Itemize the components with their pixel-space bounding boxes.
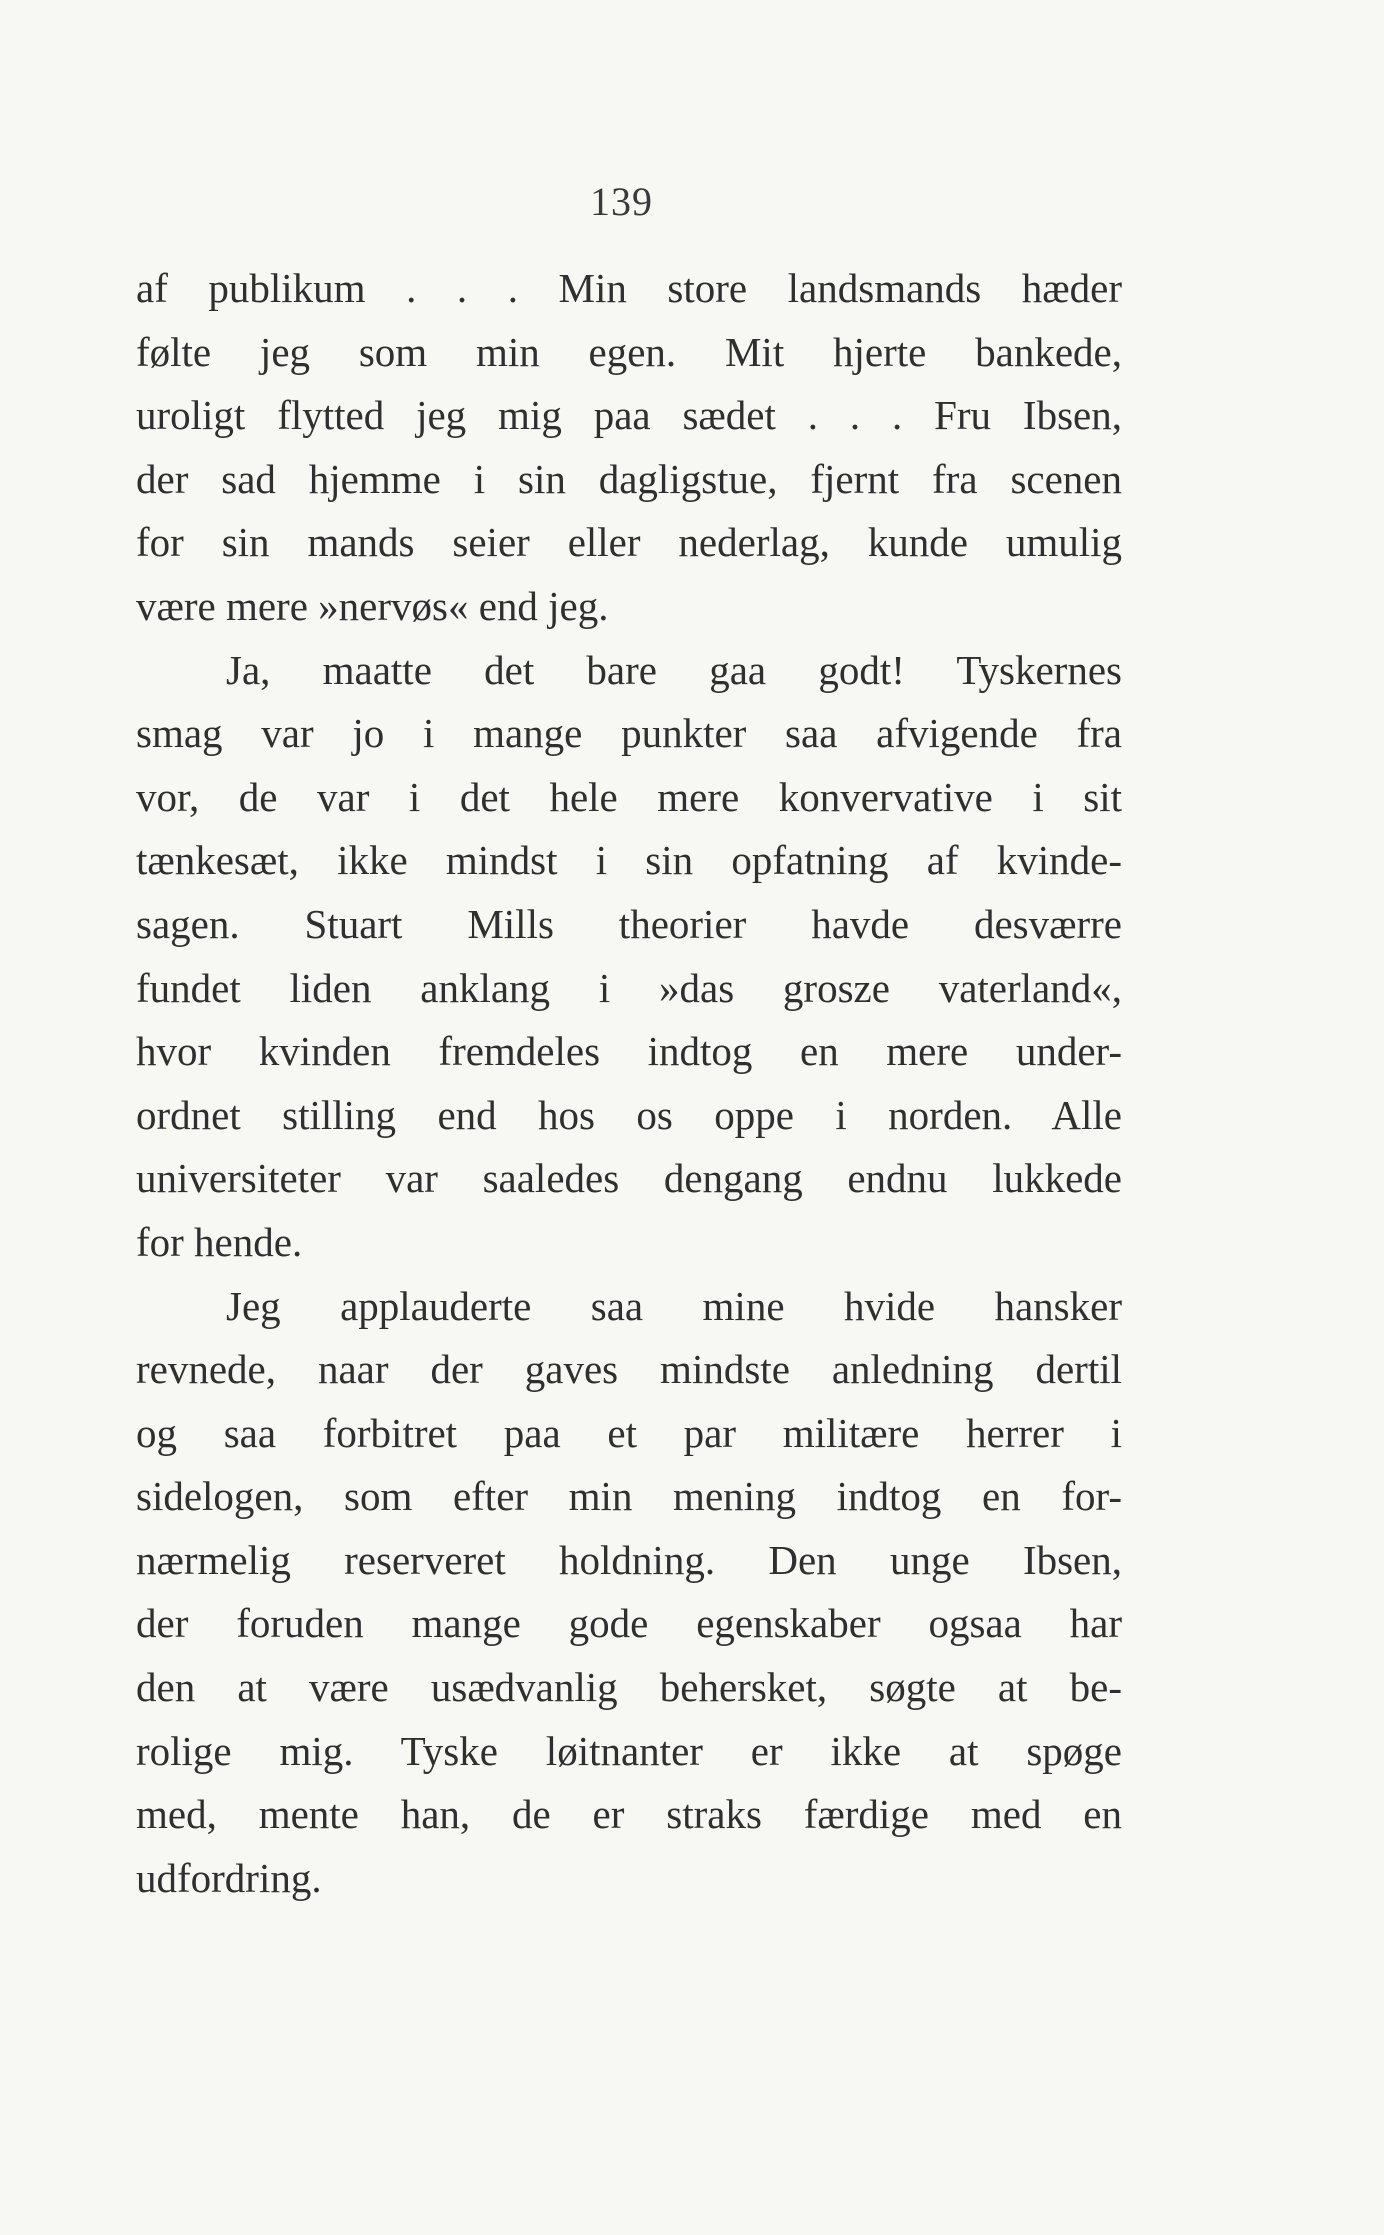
text-line: sagen. Stuart Mills theorier havde desværre xyxy=(136,900,1122,947)
body-text xyxy=(136,257,1122,1910)
text-line: rolige mig. Tyske løitnanter er ikke at spøge xyxy=(136,1727,1122,1774)
text-line: der foruden mange gode egenskaber ogsaa har xyxy=(136,1600,1122,1647)
paragraph xyxy=(136,639,1122,1275)
text-line: af publikum . . . Min store landsmands hæder xyxy=(136,265,1122,311)
paragraph xyxy=(136,1275,1122,1911)
text-line: uroligt flytted jeg mig paa sædet . . . Fru Ibsen, xyxy=(136,392,1122,439)
text-line: for hende. xyxy=(136,1218,303,1265)
page-number: 139 xyxy=(590,179,653,224)
text-line: med, mente han, de er straks færdige med en xyxy=(136,1791,1122,1838)
text-line: den at være usædvanlig behersket, søgte at be- xyxy=(136,1664,1122,1711)
text-line: sidelogen, som efter min mening indtog en for- xyxy=(136,1473,1122,1520)
text-line: og saa forbitret paa et par militære herrer i xyxy=(136,1409,1122,1456)
text-line: ordnet stilling end hos os oppe i norden. Alle xyxy=(136,1091,1122,1138)
text-line: Jeg applauderte saa mine hvide hansker xyxy=(226,1282,1122,1329)
text-line: revnede, naar der gaves mindste anledning dertil xyxy=(136,1346,1122,1393)
text-line: tænkesæt, ikke mindst i sin opfatning af kvinde- xyxy=(136,837,1122,884)
text-line: vor, de var i det hele mere konvervative i sit xyxy=(136,773,1122,820)
text-line: smag var jo i mange punkter saa afvigende fra xyxy=(136,710,1122,757)
text-line: Ja, maatte det bare gaa godt! Tyskernes xyxy=(226,646,1122,693)
text-line: der sad hjemme i sin dagligstue, fjernt fra scenen xyxy=(136,455,1122,502)
text-line: nærmelig reserveret holdning. Den unge Ibsen, xyxy=(136,1536,1122,1583)
text-line: universiteter var saaledes dengang endnu lukkede xyxy=(136,1155,1122,1202)
text-line: udfordring. xyxy=(136,1854,322,1901)
text-line: for sin mands seier eller nederlag, kunde umulig xyxy=(136,519,1122,566)
text-line: følte jeg som min egen. Mit hjerte bankede, xyxy=(136,328,1122,375)
paragraph xyxy=(136,257,1122,639)
text-line: fundet liden anklang i »das grosze vaterland«, xyxy=(136,964,1122,1011)
text-line: hvor kvinden fremdeles indtog en mere under- xyxy=(136,1028,1122,1075)
text-line: være mere »nervøs« end jeg. xyxy=(136,582,609,629)
